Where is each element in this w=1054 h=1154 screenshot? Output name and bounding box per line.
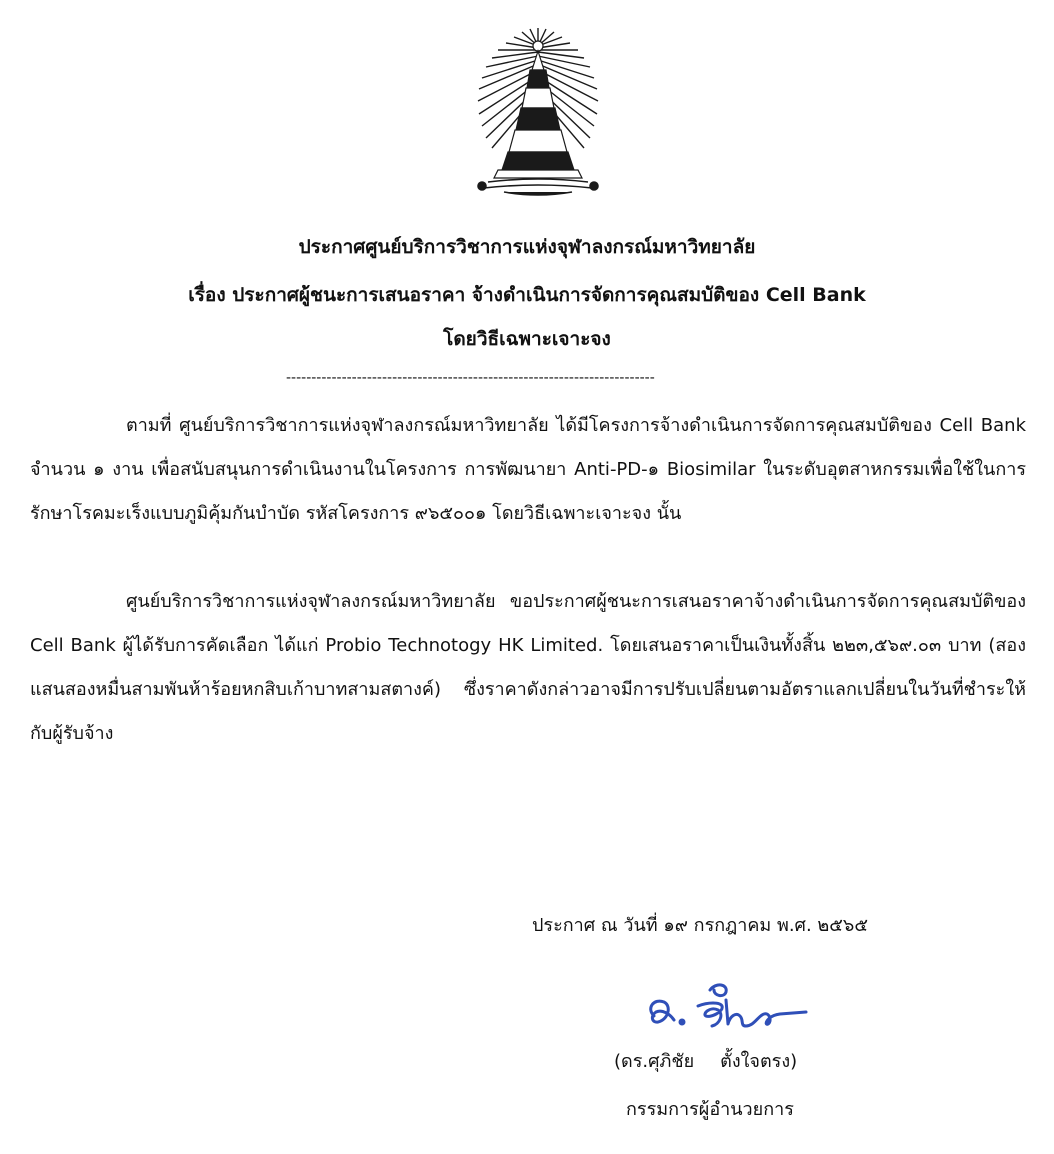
signer-title-name: (ดร.ศุภิชัย: [614, 1051, 695, 1072]
body-paragraph-2: ศูนย์บริการวิชาการแห่งจุฬาลงกรณ์มหาวิทยาลัย ขอประกาศผู้ชนะการเสนอราคาจ้างดำเนินการจัดการคุณสมบัติของ Cell Bank ผู้ได้รับการคัดเลือก ได้แก่ Probio Technotogy HK Limited. โดยเสนอราคาเป็นเงินทั้งสิ้น ๒๒๓,๕๖๙.๐๓ บาท (สองแสนสองหมื่นสามพันห้าร้อยหกสิบเก้าบาทสามสตางค์) ซึ่งราคาดังกล่าวอาจมีการปรับเปลี่ยนตามอัตราแลกเปลี่ยนในวันที่ชำระให้กับผู้รับจ้าง: [30, 591, 1026, 744]
seal-spire: [494, 41, 582, 178]
signer-surname: ตั้งใจตรง): [720, 1051, 798, 1072]
seal-base: [478, 179, 598, 195]
signer-name: [614, 1042, 797, 1082]
announcement-subject: เรื่อง ประกาศผู้ชนะการเสนอราคา จ้างดำเนินการจัดการคุณสมบัติของ Cell Bank: [188, 284, 866, 306]
announcement-title: ประกาศศูนย์บริการวิชาการแห่งจุฬาลงกรณ์มหาวิทยาลัย: [298, 236, 756, 258]
body-paragraph-1: ตามที่ ศูนย์บริการวิชาการแห่งจุฬาลงกรณ์มหาวิทยาลัย ได้มีโครงการจ้างดำเนินการจัดการคุณสมบัติของ Cell Bank จำนวน ๑ งาน เพื่อสนับสนุนการดำเนินงานในโครงการ การพัฒนายา Anti-PD-๑ Biosimilar ในระดับอุตสาหกรรมเพื่อใช้ในการรักษาโรคมะเร็งแบบภูมิคุ้มกันบำบัด รหัสโครงการ ๙๖๕๐๐๑ โดยวิธีเฉพาะเจาะจง นั้น: [30, 415, 1026, 524]
dashed-divider: -------------------------------------------------------------------------: [286, 370, 655, 386]
handwritten-signature: [640, 976, 820, 1040]
announcement-method: โดยวิธีเฉพาะเจาะจง: [443, 328, 611, 350]
announcement-date: ประกาศ ณ วันที่ ๑๙ กรกฎาคม พ.ศ. ๒๕๖๕: [532, 915, 868, 936]
signer-position: กรรมการผู้อำนวยการ: [626, 1099, 794, 1120]
chulalongkorn-seal-emblem: [474, 26, 602, 202]
